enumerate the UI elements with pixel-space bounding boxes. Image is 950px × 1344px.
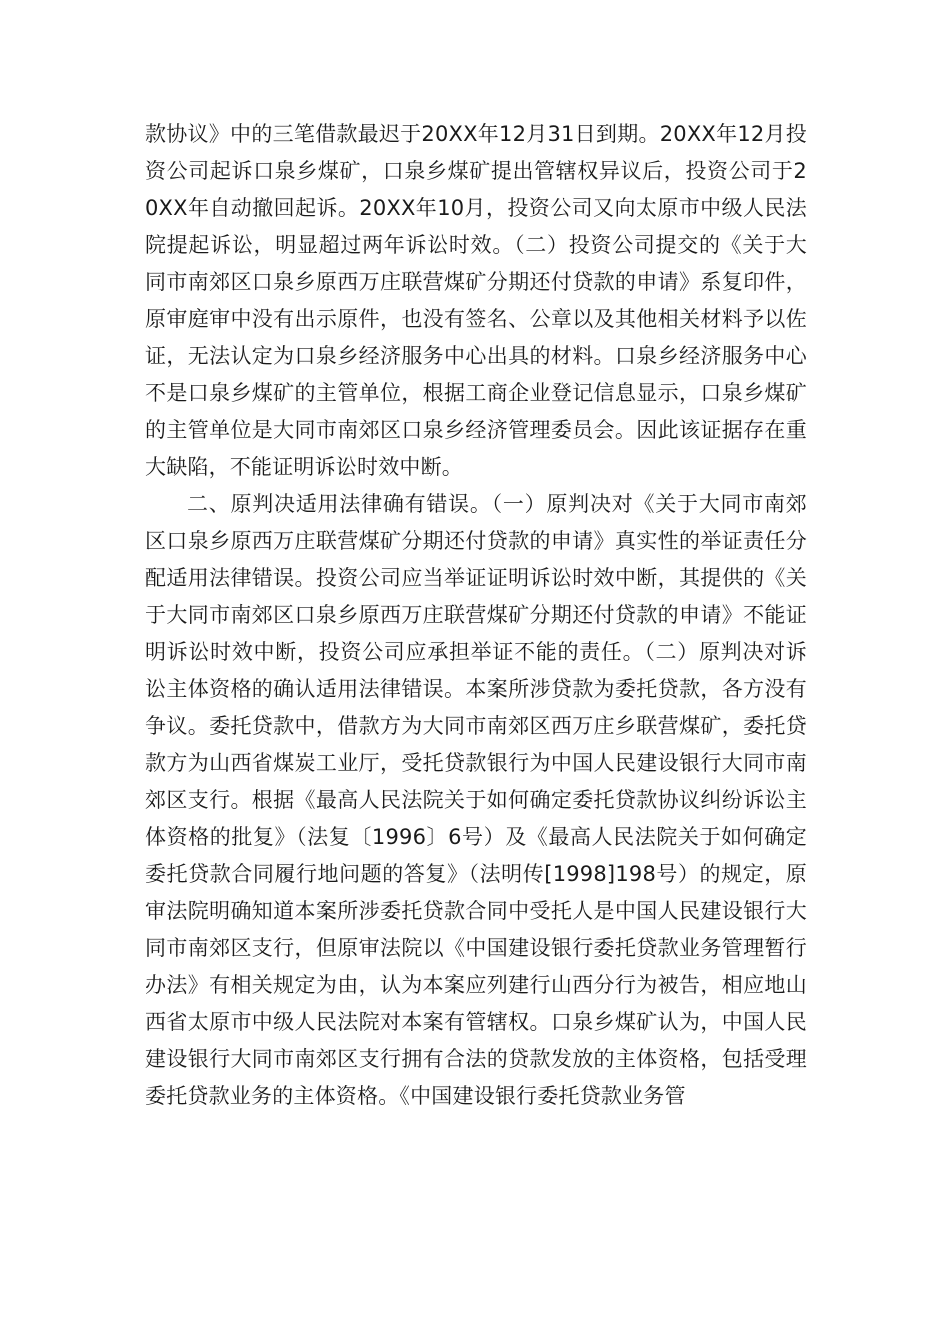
paragraph-1: 款协议》中的三笔借款最迟于20XX年12月31日到期。20XX年12月投资公司起诉口泉乡煤矿，口泉乡煤矿提出管辖权异议后，投资公司于20XX年自动撤回起诉。20XX年10月，投资公司又向太原市中级人民法院提起诉讼，明显超过两年诉讼时效。（二）投资公司提交的《关于大同市南郊区口泉乡原西万庄联营煤矿分期还付贷款的申请》系复印件，原审庭审中没有出示原件，也没有签名、公章以及其他相关材料予以佐证，无法认定为口泉乡经济服务中心出具的材料。口泉乡经济服务中心不是口泉乡煤矿的主管单位，根据工商企业登记信息显示，口泉乡煤矿的主管单位是大同市南郊区口泉乡经济管理委员会。因此该证据存在重大缺陷，不能证明诉讼时效中断。: [145, 122, 807, 479]
document-body: [145, 116, 807, 1115]
paragraph-2: 二、原判决适用法律确有错误。（一）原判决对《关于大同市南郊区口泉乡原西万庄联营煤矿分期还付贷款的申请》真实性的举证责任分配适用法律错误。投资公司应当举证证明诉讼时效中断，其提供的《关于大同市南郊区口泉乡原西万庄联营煤矿分期还付贷款的申请》不能证明诉讼时效中断，投资公司应承担举证不能的责任。（二）原判决对诉讼主体资格的确认适用法律错误。本案所涉贷款为委托贷款，各方没有争议。委托贷款中，借款方为大同市南郊区西万庄乡联营煤矿，委托贷款方为山西省煤炭工业厅，受托贷款银行为中国人民建设银行大同市南郊区支行。根据《最高人民法院关于如何确定委托贷款协议纠纷诉讼主体资格的批复》（法复〔1996〕6号）及《最高人民法院关于如何确定委托贷款合同履行地问题的答复》（法明传[1998]198号）的规定，原审法院明确知道本案所涉委托贷款合同中受托人是中国人民建设银行大同市南郊区支行，但原审法院以《中国建设银行委托贷款业务管理暂行办法》有相关规定为由，认为本案应列建行山西分行为被告，相应地山西省太原市中级人民法院对本案有管辖权。口泉乡煤矿认为，中国人民建设银行大同市南郊区支行拥有合法的贷款发放的主体资格，包括受理委托贷款业务的主体资格。《中国建设银行委托贷款业务管: [145, 492, 807, 1108]
